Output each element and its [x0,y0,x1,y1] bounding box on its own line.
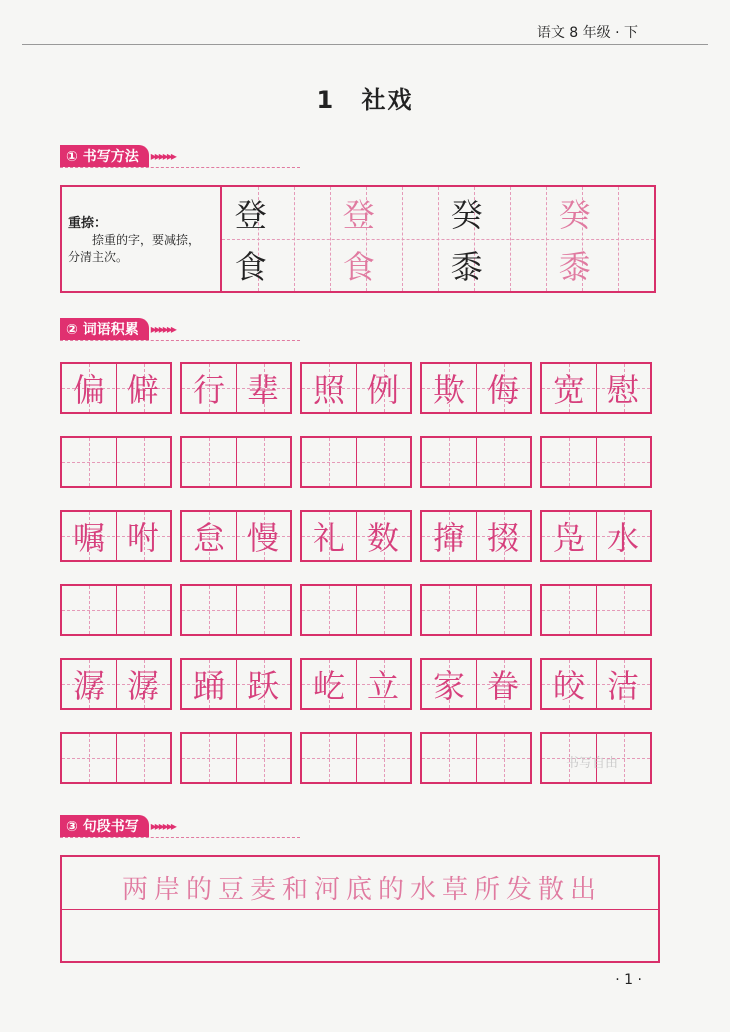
word-char: 眷 [486,667,519,705]
practice-box[interactable] [60,436,172,488]
lesson-number: 1 [316,86,336,114]
word-char: 例 [366,371,399,409]
practice-box[interactable] [300,732,412,784]
grid-dash [542,610,650,611]
word-box [180,510,292,562]
lesson-title [0,80,730,115]
practice-box[interactable] [180,436,292,488]
section-underline [60,340,300,341]
method-char: 黍 [450,248,483,286]
word-char: 欺 [432,371,465,409]
arrow-icon: ▸▸▸▸▸▸ [150,322,175,336]
method-note [62,187,222,291]
lesson-name: 社戏 [361,86,414,114]
word-char: 宽 [552,371,585,409]
sentence-box [60,855,660,963]
word-box [60,658,172,710]
method-char: 癸 [558,196,591,234]
grid-dash [302,610,410,611]
word-box [60,362,172,414]
word-char: 皎 [552,667,585,705]
word-char: 潺 [126,667,159,705]
word-box [180,658,292,710]
word-char: 慢 [246,519,279,557]
method-char: 登 [342,196,375,234]
grid-dash [182,610,290,611]
grid-dash [422,758,530,759]
page-number: · 1 · [615,972,642,988]
word-box [300,510,412,562]
section-sentence [60,815,175,837]
arrow-icon: ▸▸▸▸▸▸ [150,819,175,833]
grid-dash [62,610,170,611]
word-char: 踊 [192,667,225,705]
grid-dash [62,758,170,759]
method-char: 癸 [450,196,483,234]
word-char: 掇 [486,519,519,557]
word-char: 潺 [72,667,105,705]
practice-box[interactable] [180,732,292,784]
word-char: 行 [192,371,225,409]
word-box [180,362,292,414]
word-char: 立 [366,667,399,705]
section-underline [60,837,300,838]
method-char: 食 [342,248,375,286]
grid-dash [542,462,650,463]
practice-box[interactable] [300,436,412,488]
word-char: 洁 [606,667,639,705]
word-char: 家 [432,667,465,705]
word-char: 辈 [246,371,279,409]
word-box [540,510,652,562]
method-char: 登 [234,196,267,234]
grid-dash [182,462,290,463]
section-tag: ③ 句段书写 [60,815,149,837]
grid-dash [422,462,530,463]
word-char: 嘱 [72,519,105,557]
grid-dash [302,462,410,463]
practice-box[interactable] [420,732,532,784]
word-char: 水 [606,519,639,557]
method-line-1: 捺重的字，要减捺， [92,233,201,247]
practice-box[interactable] [60,584,172,636]
word-char: 礼 [312,519,345,557]
word-char: 侮 [486,371,519,409]
running-header: 语文 8 年级 · 下 [536,25,638,41]
grid-dash [62,462,170,463]
section-underline [60,167,300,168]
practice-box[interactable] [60,732,172,784]
word-box [420,658,532,710]
word-box [300,658,412,710]
method-char: 食 [234,248,267,286]
practice-box[interactable] [180,584,292,636]
word-char: 怠 [192,519,225,557]
practice-box[interactable] [420,584,532,636]
grid-dash [422,610,530,611]
grid-dash [182,758,290,759]
word-char: 撺 [432,519,465,557]
word-box [540,362,652,414]
practice-box[interactable] [540,584,652,636]
word-box [300,362,412,414]
word-char: 跃 [246,667,279,705]
section-writing-method [60,145,175,167]
word-char: 咐 [126,519,159,557]
word-box [420,510,532,562]
header-rule [22,44,708,45]
practice-box[interactable] [300,584,412,636]
sentence-divider [62,909,658,910]
word-box [540,658,652,710]
word-char: 照 [312,371,345,409]
writing-method-box [60,185,656,293]
word-char: 偏 [72,371,105,409]
word-char: 屹 [312,667,345,705]
practice-box[interactable] [420,436,532,488]
word-char: 数 [366,519,399,557]
sentence-text: 两岸的豆麦和河底的水草所发散出 [122,875,603,905]
word-char: 凫 [552,519,585,557]
stamp: 书写自由 [566,756,619,771]
word-box [60,510,172,562]
word-char: 僻 [126,371,159,409]
section-tag: ② 词语积累 [60,318,149,340]
method-line-2: 分清主次。 [68,250,129,264]
section-vocabulary [60,318,175,340]
arrow-icon: ▸▸▸▸▸▸ [150,149,175,163]
method-heading: 重捺： [68,216,108,231]
method-char: 黍 [558,248,591,286]
method-grid [222,187,654,291]
practice-box[interactable] [540,436,652,488]
word-box [420,362,532,414]
section-tag: ① 书写方法 [60,145,149,167]
grid-dash [302,758,410,759]
word-char: 慰 [606,371,639,409]
